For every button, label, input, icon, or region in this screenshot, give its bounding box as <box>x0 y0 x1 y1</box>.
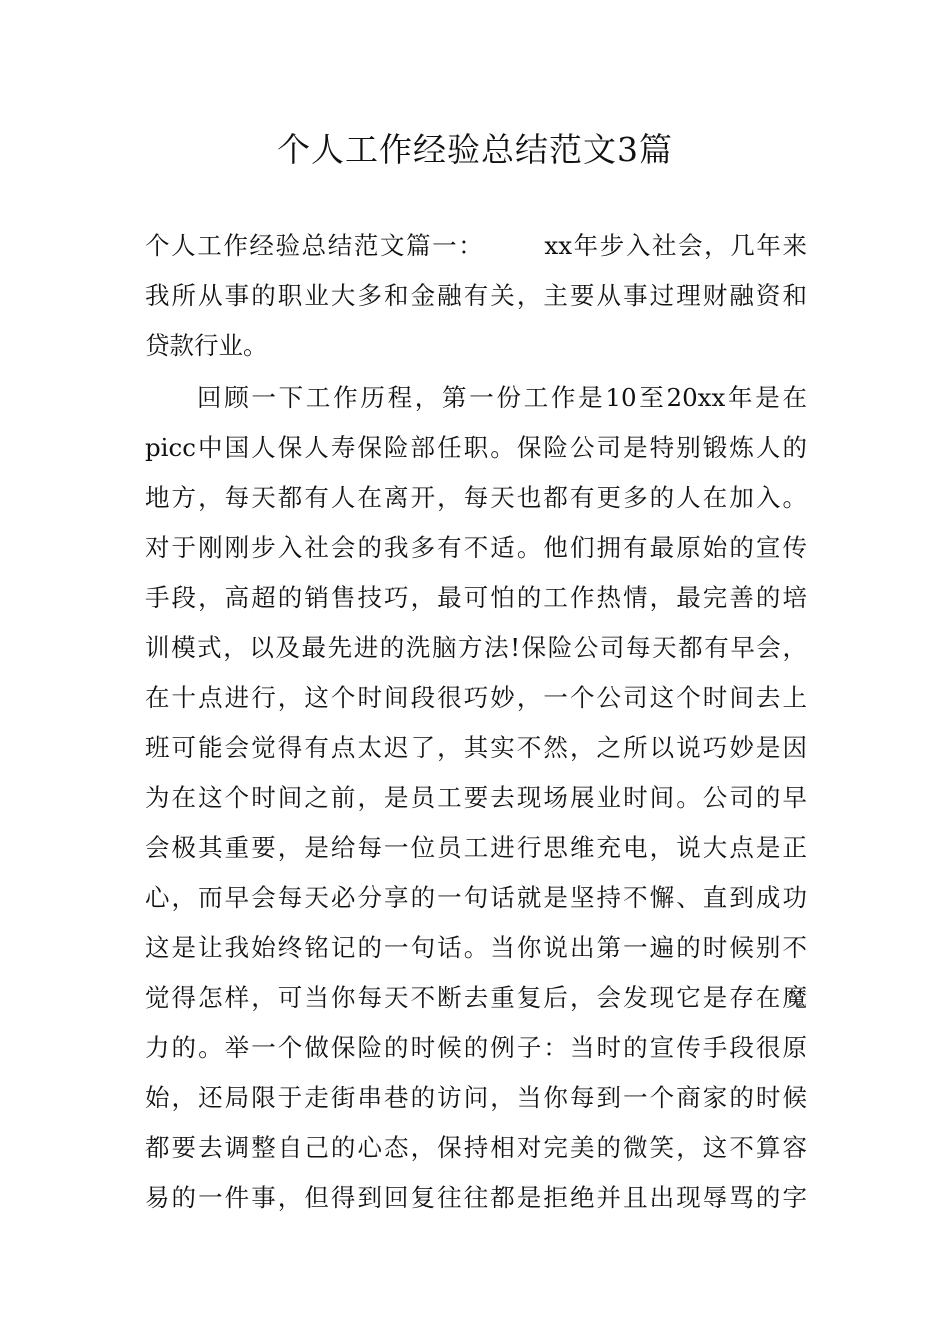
paragraph-line: 这是让我始终铭记的一句话。当你说出第一遍的时候别不 <box>145 933 807 962</box>
paragraph-line: 训模式，以及最先进的洗脑方法!保险公司每天都有早会， <box>145 633 807 662</box>
paragraph-line: 力的。举一个做保险的时候的例子：当时的宣传手段很原 <box>145 1033 807 1062</box>
paragraph-line: 对于刚刚步入社会的我多有不适。他们拥有最原始的宣传 <box>145 533 807 562</box>
paragraph-line: 地方，每天都有人在离开，每天也都有更多的人在加入。 <box>145 483 807 512</box>
paragraph-line: 为在这个时间之前，是员工要去现场展业时间。公司的早 <box>145 783 807 812</box>
paragraph-line: 会极其重要，是给每一位员工进行思维充电，说大点是正 <box>145 833 807 862</box>
paragraph-line: 在十点进行，这个时间段很巧妙，一个公司这个时间去上 <box>145 683 807 712</box>
paragraph-line: 始，还局限于走街串巷的访问，当你每到一个商家的时候 <box>145 1083 807 1112</box>
paragraph-line: 回顾一下工作历程，第一份工作是10至20xx年是在 <box>197 383 807 412</box>
section-heading: 个人工作经验总结范文篇一： <box>145 231 485 260</box>
document-title: 个人工作经验总结范文3篇 <box>277 130 673 169</box>
paragraph-line <box>145 221 807 271</box>
paragraph-line: 我所从事的职业大多和金融有关，主要从事过理财融资和 <box>145 281 807 310</box>
paragraph-line: 手段，高超的销售技巧，最可怕的工作热情，最完善的培 <box>145 583 807 612</box>
paragraph-1 <box>145 221 807 371</box>
paragraph-line: 觉得怎样，可当你每天不断去重复后，会发现它是存在魔 <box>145 983 807 1012</box>
paragraph-line: 贷款行业。 <box>145 331 268 360</box>
paragraph-line: 易的一件事，但得到回复往往都是拒绝并且出现辱骂的字 <box>145 1183 807 1212</box>
paragraph-line: picc中国人保人寿保险部任职。保险公司是特别锻炼人的 <box>145 433 807 462</box>
paragraph-2 <box>145 373 807 1223</box>
paragraph-line: 班可能会觉得有点太迟了，其实不然，之所以说巧妙是因 <box>145 733 807 762</box>
section-intro: xx年步入社会，几年来 <box>544 231 808 260</box>
paragraph-line: 心，而早会每天必分享的一句话就是坚持不懈、直到成功 <box>145 883 807 912</box>
paragraph-line: 都要去调整自己的心态，保持相对完美的微笑，这不算容 <box>145 1133 807 1162</box>
